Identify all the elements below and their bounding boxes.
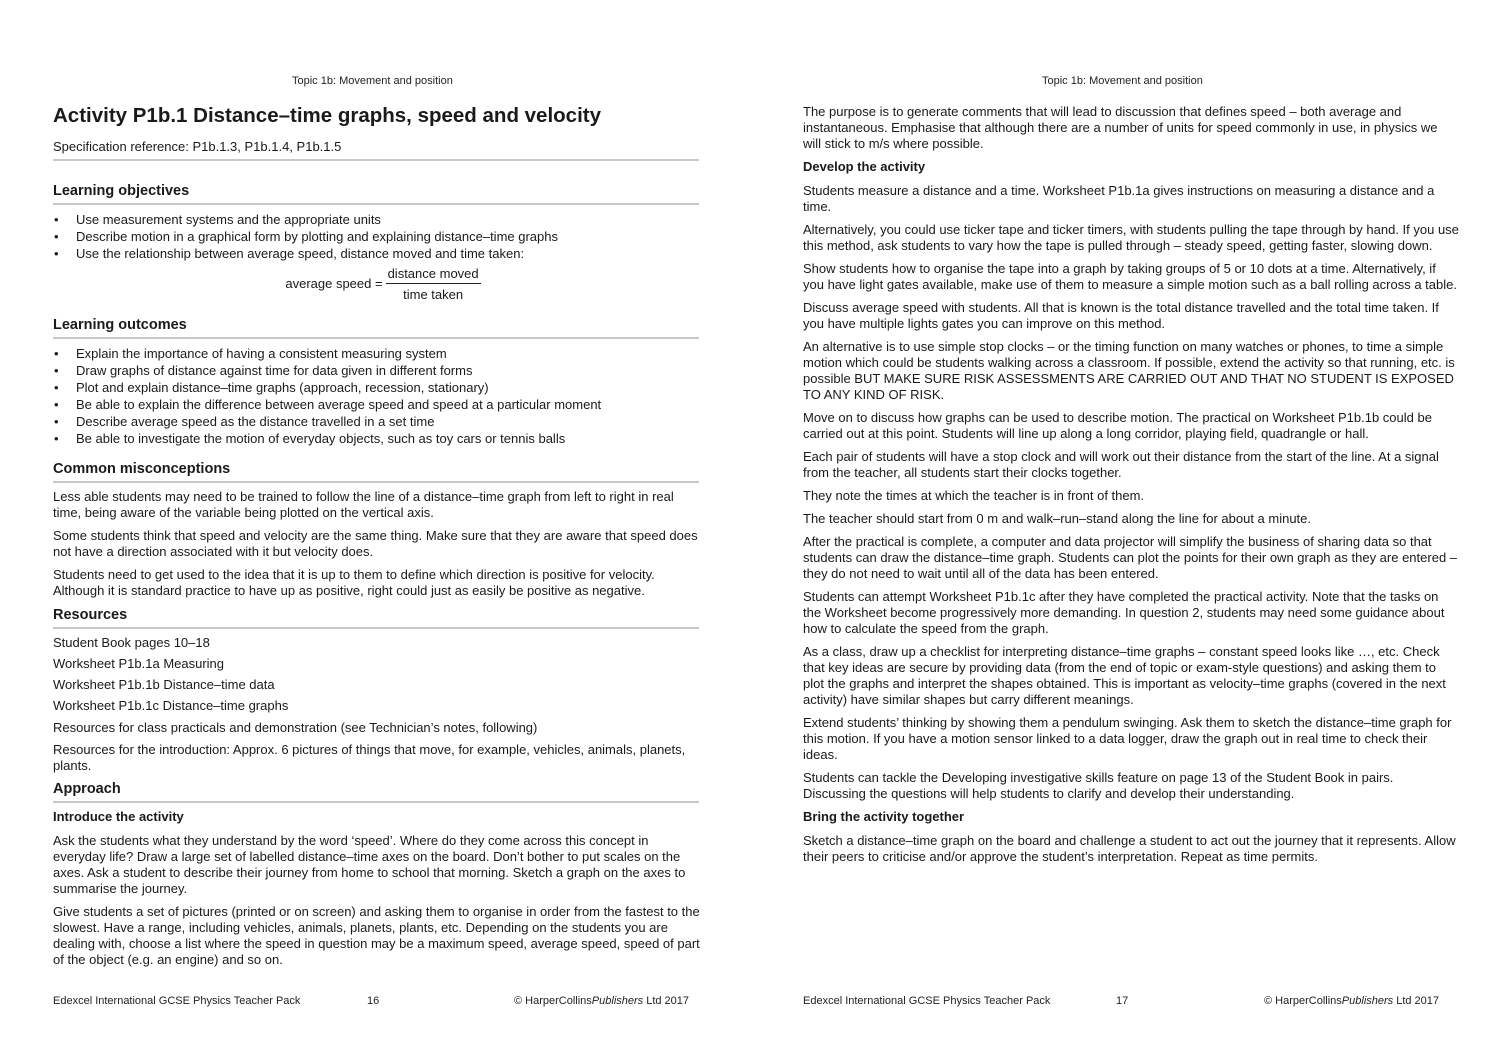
resource-item: Student Book pages 10–18: [53, 635, 210, 650]
spec-reference: Specification reference: P1b.1.3, P1b.1.4, P1b.1.5: [53, 139, 699, 161]
paragraph: Ask the students what they understand by the word ‘speed’. Where do they come across this concept in everyday life? Draw a large set of labelled distance–time axes on the board. Don’t bother to put scales on the axes. Ask a student to describe their journey from home to school that morning. Sketch a graph on the axes to summarise the journey.: [53, 833, 686, 896]
misconceptions-heading: Common misconceptions: [53, 460, 699, 483]
copyright-italic: Publishers: [591, 995, 644, 1007]
resource-item: Worksheet P1b.1b Distance–time data: [53, 677, 275, 692]
list-item: • Describe motion in a graphical form by plotting and explaining distance–time graphs: [76, 228, 703, 245]
copyright-post: Ltd 2017: [1393, 995, 1440, 1007]
paragraph: An alternative is to use simple stop clocks – or the timing function on many watches or phones, to time a simple motion which could be students walking across a classroom. If possible, extend the activity so that running, etc. is possible BUT MAKE SURE RISK ASSESSMENTS ARE CARRIED OUT AND THAT NO STUDENT IS EXPOSED TO ANY KIND OF RISK.: [803, 339, 1455, 402]
paragraph: They note the times at which the teacher is in front of them.: [803, 488, 1145, 503]
copyright-italic: Publishers: [1341, 995, 1394, 1007]
paragraph: Extend students’ thinking by showing them a pendulum swinging. Ask them to sketch the distance–time graph for this motion. If you have a motion sensor linked to a data logger, draw the graph out in real time to check their ideas.: [803, 715, 1452, 762]
bring-together-heading: Bring the activity together: [803, 809, 965, 824]
list-item: • Describe average speed as the distance travelled in a set time: [76, 413, 703, 430]
paragraph: Some students think that speed and velocity are the same thing. Make sure that they are aware that speed does not have a direction associated with it but velocity does.: [53, 528, 698, 559]
list-item: • Be able to explain the difference between average speed and speed at a particular moment: [76, 396, 703, 413]
page-number: 17: [1116, 995, 1129, 1007]
copyright-post: Ltd 2017: [643, 995, 690, 1007]
formula-denominator: time taken: [403, 286, 464, 302]
paragraph: Alternatively, you could use ticker tape and ticker timers, with students pulling the tape through by hand. If you use this method, ask students to vary how the tape is pulled through – steady speed, getting faster, slowing down.: [803, 222, 1459, 253]
paragraph: The purpose is to generate comments that will lead to discussion that defines speed – both average and instantaneous. Emphasise that although there are a number of units for speed commonly in use, in physics we will stick to m/s where possible.: [803, 104, 1438, 151]
paragraph: Show students how to organise the tape into a graph by taking groups of 5 or 10 dots at a time. Alternatively, if you have light gates available, make use of them to measure a simple motion such as a ball rolling across a table.: [803, 261, 1457, 292]
paragraph: Sketch a distance–time graph on the board and challenge a student to act out the journey that it represents. Allow their peers to criticise and/or approve the student’s interpretation. Repeat as time permits.: [803, 833, 1456, 864]
resources-heading: Resources: [53, 606, 699, 629]
paragraph: Each pair of students will have a stop clock and will work out their distance from the start of the line. At a signal from the teacher, all students start their clocks together.: [803, 449, 1439, 480]
paragraph: As a class, draw up a checklist for interpreting distance–time graphs – constant speed looks like …, etc. Check that key ideas are secure by providing data (from the end of topic or exam-style questions) and asking them to plot the graphs and interpret the shapes obtained. This is important as velocity–time graphs (covered in the next activity) have similar shapes but carry different meanings.: [803, 644, 1446, 707]
left-column: [53, 103, 703, 968]
paragraph: Discuss average speed with students. All that is known is the total distance travelled and the total time taken. If you have multiple lights gates you can improve on this method.: [803, 300, 1439, 331]
formula-lhs: average speed =: [285, 276, 383, 291]
copyright: [514, 995, 689, 1007]
paragraph: Students need to get used to the idea that it is up to them to define which direction is positive for velocity. Although it is standard practice to have up as positive, right could just as easily be positive as negative.: [53, 567, 655, 598]
paragraph: Students measure a distance and a time. Worksheet P1b.1a gives instructions on measuring a distance and a time.: [803, 183, 1435, 214]
list-item: • Use the relationship between average speed, distance moved and time taken:: [76, 245, 703, 262]
list-item: • Plot and explain distance–time graphs (approach, recession, stationary): [76, 379, 703, 396]
paragraph: The teacher should start from 0 m and walk–run–stand along the line for about a minute.: [803, 511, 1312, 526]
right-page: [750, 0, 1500, 1061]
learning-objectives-heading: Learning objectives: [53, 182, 699, 205]
paragraph: Give students a set of pictures (printed or on screen) and asking them to organise in order from the fastest to the slowest. Have a range, including vehicles, animals, planets, plants, etc. Depending on the students you are dealing with, choose a list where the speed in question may be a maximum speed, average speed, speed of part of the object (e.g. an engine) and so on.: [53, 904, 700, 967]
footer-title: Edexcel International GCSE Physics Teacher Pack: [53, 995, 301, 1007]
list-item: • Be able to investigate the motion of everyday objects, such as toy cars or tennis balls: [76, 430, 703, 447]
copyright-pre: © HarperCollins: [514, 995, 592, 1007]
copyright: [1264, 995, 1439, 1007]
introduce-activity-heading: Introduce the activity: [53, 809, 184, 824]
approach-heading: Approach: [53, 780, 699, 803]
list-item: • Use measurement systems and the appropriate units: [76, 211, 703, 228]
list-item: • Explain the importance of having a consistent measuring system: [76, 345, 703, 362]
learning-outcomes-heading: Learning outcomes: [53, 316, 699, 339]
formula-numerator: distance moved: [386, 266, 481, 284]
learning-objectives-list: [53, 211, 703, 262]
footer-title: Edexcel International GCSE Physics Teacher Pack: [803, 995, 1051, 1007]
paragraph: Move on to discuss how graphs can be used to describe motion. The practical on Worksheet P1b.1b could be carried out at this point. Students will line up along a long corridor, playing field, quadrangle or hall.: [803, 410, 1432, 441]
formula-fraction: [386, 266, 481, 303]
copyright-pre: © HarperCollins: [1264, 995, 1342, 1007]
paragraph: Students can attempt Worksheet P1b.1c after they have completed the practical activity. Note that the tasks on the Worksheet become progressively more demanding. In question 2, students may need some guidance about how to calculate the speed from the graph.: [803, 589, 1445, 636]
resource-item: Worksheet P1b.1a Measuring: [53, 656, 225, 671]
list-item: • Draw graphs of distance against time for data given in different forms: [76, 362, 703, 379]
develop-activity-heading: Develop the activity: [803, 159, 926, 174]
page-header: Topic 1b: Movement and position: [292, 75, 453, 87]
paragraph: Less able students may need to be trained to follow the line of a distance–time graph from left to right in real time, being aware of the variable being plotted on the vertical axis.: [53, 489, 674, 520]
page-title: Activity P1b.1 Distance–time graphs, speed and velocity: [53, 104, 602, 127]
paragraph: Students can tackle the Developing investigative skills feature on page 13 of the Student Book in pairs. Discussing the questions will help students to clarify and develop their understanding.: [803, 770, 1394, 801]
page-header: Topic 1b: Movement and position: [1042, 75, 1203, 87]
resource-item: Resources for the introduction: Approx. 6 pictures of things that move, for example, vehicles, animals, planets, plants.: [53, 742, 686, 773]
paragraph: After the practical is complete, a computer and data projector will simplify the business of sharing data so that students can draw the distance–time graph. Students can plot the points for their own graph as they are entered – they do not need to wait until all of the data has been entered.: [803, 534, 1458, 581]
right-column: [803, 104, 1459, 865]
speed-formula: [63, 262, 703, 306]
resource-item: Worksheet P1b.1c Distance–time graphs: [53, 698, 289, 713]
learning-outcomes-list: [53, 345, 703, 447]
page-number: 16: [367, 995, 380, 1007]
resource-item: Resources for class practicals and demonstration (see Technician’s notes, following): [53, 720, 538, 735]
